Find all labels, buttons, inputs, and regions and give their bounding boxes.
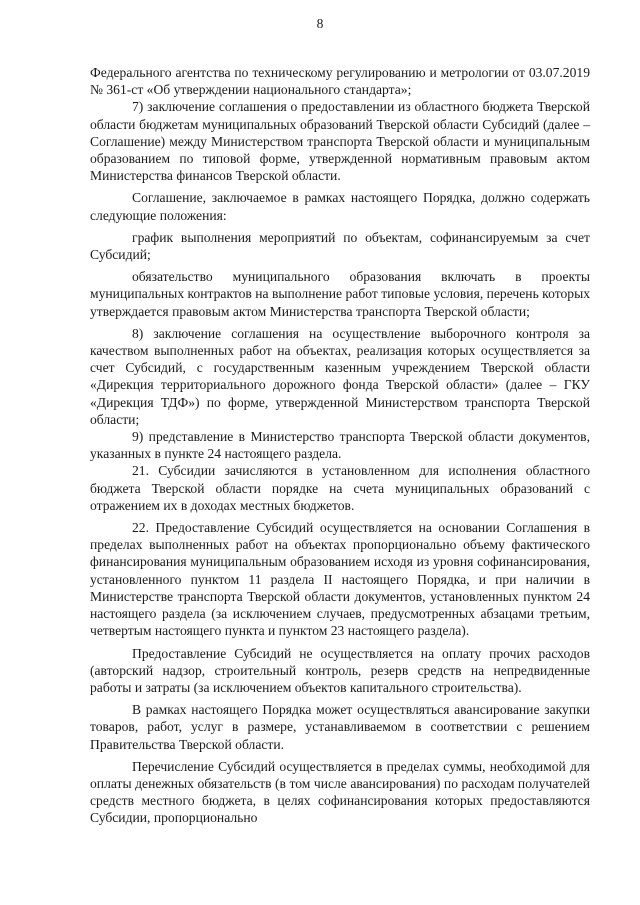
paragraph-schedule: график выполнения мероприятий по объектам, софинансируемым за счет Субсидий; (90, 229, 590, 263)
paragraph-agreement-intro: Соглашение, заключаемое в рамках настоящего Порядка, должно содержать следующие положения: (90, 190, 590, 223)
paragraph-obligation: обязательство муниципального образования включать в проекты муниципальных контрактов на выполнение работ типовые условия, перечень которых утверждается правовым актом Министерства транспорта Тверской области; (90, 269, 590, 319)
paragraph-clause-22: 22. Предоставление Субсидий осуществляется на основании Соглашения в пределах выполненных работ на объектах пропорционально объему фактического финансирования муниципальным образованием исходя из уровня софинансирования, установленного пунктом 11 раздела II настоящего Порядка, и при наличии в Министерстве транспорта Тверской области документов, установленных пунктом 24 настоящего раздела (за исключением случаев, предусмотренных абзацами третьим, четвертым настоящего пункта и пунктом 23 настоящего раздела). (90, 520, 590, 639)
page-number: 8 (316, 16, 324, 31)
paragraph-agency-reference: Федерального агентства по техническому регулированию и метрологии от 03.07.2019 № 361-ст «Об утверждении национального стандарта»; (90, 65, 590, 98)
paragraph-advance-payment: В рамках настоящего Порядка может осуществляться авансирование закупки товаров, работ, услуг в размере, устанавливаемом в соответствии с решением Правительства Тверской области. (90, 702, 590, 752)
paragraph-item-7: 7) заключение соглашения о предоставлении из областного бюджета Тверской области бюджетам муниципальных образований Тверской области Субсидий (далее – Соглашение) между Министерством транспорта Тверской области и муниципальным образованием по типовой форме, утвержденной нормативным правовым актом Министерства финансов Тверской области. (90, 99, 590, 184)
paragraph-no-other-expenses: Предоставление Субсидий не осуществляется на оплату прочих расходов (авторский надзор, строительный контроль, резерв средств на непредвиденные работы и затраты (за исключением объектов капитального строительства). (90, 645, 590, 695)
paragraph-item-8: 8) заключение соглашения на осуществление выборочного контроля за качеством выполненных работ на объектах, реализация которых осуществляется за счет Субсидий, с государственным казенным учреждением Тверской области «Дирекция территориального дорожного фонда Тверской области» (далее – ГКУ «Дирекция ТДФ») по форме, утвержденной Министерством транспорта Тверской области; (90, 325, 590, 427)
paragraph-clause-21: 21. Субсидии зачисляются в установленном для исполнения областного бюджета Тверской области порядке на счета муниципальных образований с отражением их в доходах местных бюджетов. (90, 463, 590, 513)
paragraph-transfer: Перечисление Субсидий осуществляется в пределах суммы, необходимой для оплаты денежных обязательств (в том числе авансирования) по расходам получателей средств местного бюджета, в целях софинансирования которых предоставляются Субсидии, пропорционально (90, 758, 590, 826)
paragraph-item-9: 9) представление в Министерство транспорта Тверской области документов, указанных в пункте 24 настоящего раздела. (90, 429, 590, 462)
document-body (90, 64, 590, 827)
